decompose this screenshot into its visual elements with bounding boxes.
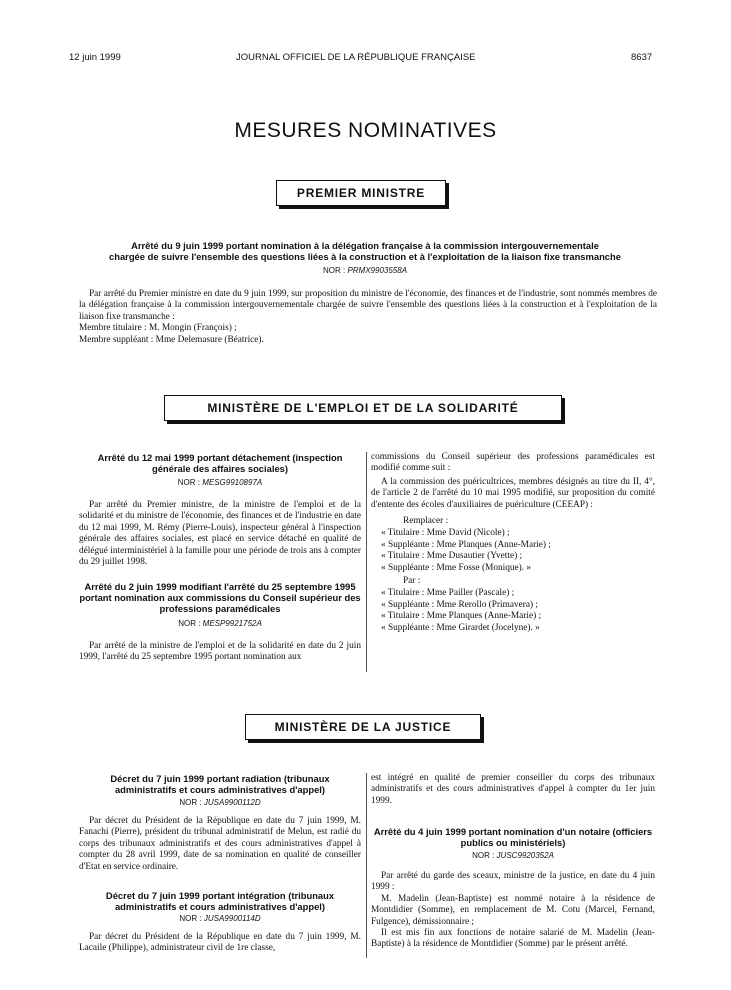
body-paragraph: Membre titulaire : M. Mongin (François) ; bbox=[79, 323, 237, 334]
nor-reference bbox=[79, 914, 361, 923]
nor-code: JUSC9920352A bbox=[496, 851, 554, 860]
article-body-integration-continued bbox=[371, 773, 655, 807]
body-paragraph: commissions du Conseil supérieur des professions paramédicales est modifié comme suit : bbox=[371, 452, 655, 474]
article-title-line-1: Arrêté du 9 juin 1999 portant nomination à la délégation française à la commission intergouvernementale bbox=[131, 240, 599, 251]
header-date: 12 juin 1999 bbox=[69, 52, 121, 63]
article-body-integration bbox=[79, 932, 361, 955]
list-item: « Suppléante : Mme Rerollo (Primavera) ; bbox=[381, 599, 538, 610]
body-paragraph: Par décret du Président de la République en date du 7 juin 1999, M. Lacaile (Philippe), administrateur civil de 1re classe, bbox=[79, 932, 361, 954]
list-item: « Suppléante : Mme Girardet (Jocelyne). » bbox=[381, 622, 540, 633]
body-paragraph: Membre suppléant : Mme Delemasure (Béatrice). bbox=[79, 334, 264, 345]
nor-reference bbox=[79, 478, 361, 487]
article-title-notaire: Arrêté du 4 juin 1999 portant nomination d'un notaire (officiers publics ou ministériels) bbox=[373, 826, 653, 848]
body-paragraph: A la commission des puéricultrices, membres désignés au titre du II, 4°, de l'article 2 de l'arrêté du 10 mai 1995 modifié, sur proposition du comité d'entente des écoles d'auxiliaires de puériculture (CEEAP) : bbox=[371, 476, 655, 510]
body-paragraph: Par arrêté du garde des sceaux, ministre de la justice, en date du 4 juin 1999 : bbox=[371, 871, 655, 893]
article-title-detachement: Arrêté du 12 mai 1999 portant détachement (inspection générale des affaires sociales) bbox=[97, 452, 343, 474]
body-paragraph: Par arrêté de la ministre de l'emploi et de la solidarité en date du 2 juin 1999, l'arrêté du 25 septembre 1995 portant nomination aux bbox=[79, 641, 361, 663]
nor-label: NOR : bbox=[322, 266, 346, 275]
nor-label: NOR : bbox=[179, 798, 202, 807]
article-body-radiation bbox=[79, 816, 361, 873]
nor-reference bbox=[371, 851, 655, 860]
list-item: « Titulaire : Mme Planques (Anne-Marie) ; bbox=[381, 611, 542, 622]
article-title-paramedicales: Arrêté du 2 juin 1999 modifiant l'arrêté du 25 septembre 1995 portant nomination aux commissions du Conseil supérieur des professions paramédicales bbox=[79, 581, 361, 614]
article-title-delegation bbox=[60, 240, 670, 262]
list-item: « Titulaire : Mme Pailler (Pascale) ; bbox=[381, 588, 515, 599]
section-ministere-emploi: MINISTÈRE DE L'EMPLOI ET DE LA SOLIDARITÉ bbox=[164, 395, 562, 421]
body-paragraph: Il est mis fin aux fonctions de notaire salarié de M. Madelin (Jean-Baptiste) à la résidence de Montdidier (Somme) par le présent arrêté. bbox=[371, 928, 655, 950]
column-divider bbox=[366, 452, 367, 672]
section-premier-ministre: PREMIER MINISTRE bbox=[276, 180, 446, 206]
list-item: « Titulaire : Mme Dusautier (Yvette) ; bbox=[381, 551, 523, 562]
section-ministere-justice: MINISTÈRE DE LA JUSTICE bbox=[245, 714, 481, 740]
nor-label: NOR : bbox=[179, 914, 202, 923]
nor-label: NOR : bbox=[472, 851, 495, 860]
article-body-detachement bbox=[79, 500, 361, 568]
list-item: « Suppléante : Mme Fosse (Monique). » bbox=[381, 562, 532, 573]
article-title-integration: Décret du 7 juin 1999 portant intégration (tribunaux administratifs et cours administratives d'appel) bbox=[105, 890, 335, 912]
body-paragraph: M. Madelin (Jean-Baptiste) est nommé notaire à la résidence de Montdidier (Somme), en remplacement de M. Cotu (Marcel, Fernand, Fulgence), démissionnaire ; bbox=[371, 893, 655, 927]
nor-code: JUSA9900112D bbox=[203, 798, 261, 807]
column-divider bbox=[366, 773, 367, 958]
article-title-line-2: chargée de suivre l'ensemble des questions liées à la construction et à l'exploitation de la liaison fixe transmanche bbox=[109, 251, 621, 262]
nor-code: MESP9921752A bbox=[202, 619, 262, 628]
body-paragraph: Par arrêté du Premier ministre, de la ministre de l'emploi et de la solidarité et du ministre de l'économie, des finances et de l'industrie en date du 12 mai 1999, M. Rémy (Pierre-Louis), inspecteur général à l'inspection générale des affaires sociales, est placé en service détaché en qualité de délégué interministériel à la famille pour une période de trois ans à compter du 29 juillet 1998. bbox=[79, 500, 361, 568]
nor-label: NOR : bbox=[177, 478, 200, 487]
nor-code: JUSA9900114D bbox=[203, 914, 261, 923]
nor-label: NOR : bbox=[178, 619, 201, 628]
header-journal-title: JOURNAL OFFICIEL DE LA RÉPUBLIQUE FRANÇAISE bbox=[236, 52, 476, 63]
article-body-paramedicales bbox=[79, 641, 361, 664]
article-body-paramedicales-continued bbox=[371, 452, 655, 634]
nor-reference bbox=[60, 266, 670, 275]
list-item: « Suppléante : Mme Planques (Anne-Marie) ; bbox=[381, 539, 551, 550]
body-paragraph: Par arrêté du Premier ministre en date du 9 juin 1999, sur proposition du ministre de l'économie, des finances et de l'industrie, sont nommés membres de la délégation française à la commission intergouvernementale chargée de suivre l'ensemble des questions liées à la construction et à l'exploitation de la liaison fixe transmanche : bbox=[79, 289, 657, 322]
body-paragraph: Par décret du Président de la République en date du 7 juin 1999, M. Fanachi (Pierre), président du tribunal administratif de Melun, est radié du corps des tribunaux administratifs et des cours administratives d'appel à compter du 28 avril 1999, date de sa nomination en qualité de conseiller d'Etat en service ordinaire. bbox=[79, 816, 361, 872]
body-paragraph: est intégré en qualité de premier conseiller du corps des tribunaux administratifs et des cours administratives d'appel à compter du 1er juin 1999. bbox=[371, 773, 655, 806]
par-label: Par : bbox=[403, 576, 421, 587]
nor-code: MESG9910897A bbox=[202, 478, 263, 487]
nor-reference bbox=[79, 798, 361, 807]
list-item: « Titulaire : Mme David (Nicole) ; bbox=[381, 528, 510, 539]
article-body-delegation bbox=[79, 289, 657, 346]
article-title-radiation: Décret du 7 juin 1999 portant radiation (tribunaux administratifs et cours administratives d'appel) bbox=[110, 773, 330, 795]
article-body-notaire bbox=[371, 871, 655, 951]
page-title: MESURES NOMINATIVES bbox=[234, 119, 497, 142]
nor-reference bbox=[79, 619, 361, 628]
replace-label: Remplacer : bbox=[403, 516, 449, 527]
header-page-number: 8637 bbox=[631, 52, 653, 63]
nor-code: PRMX9903558A bbox=[347, 266, 408, 275]
